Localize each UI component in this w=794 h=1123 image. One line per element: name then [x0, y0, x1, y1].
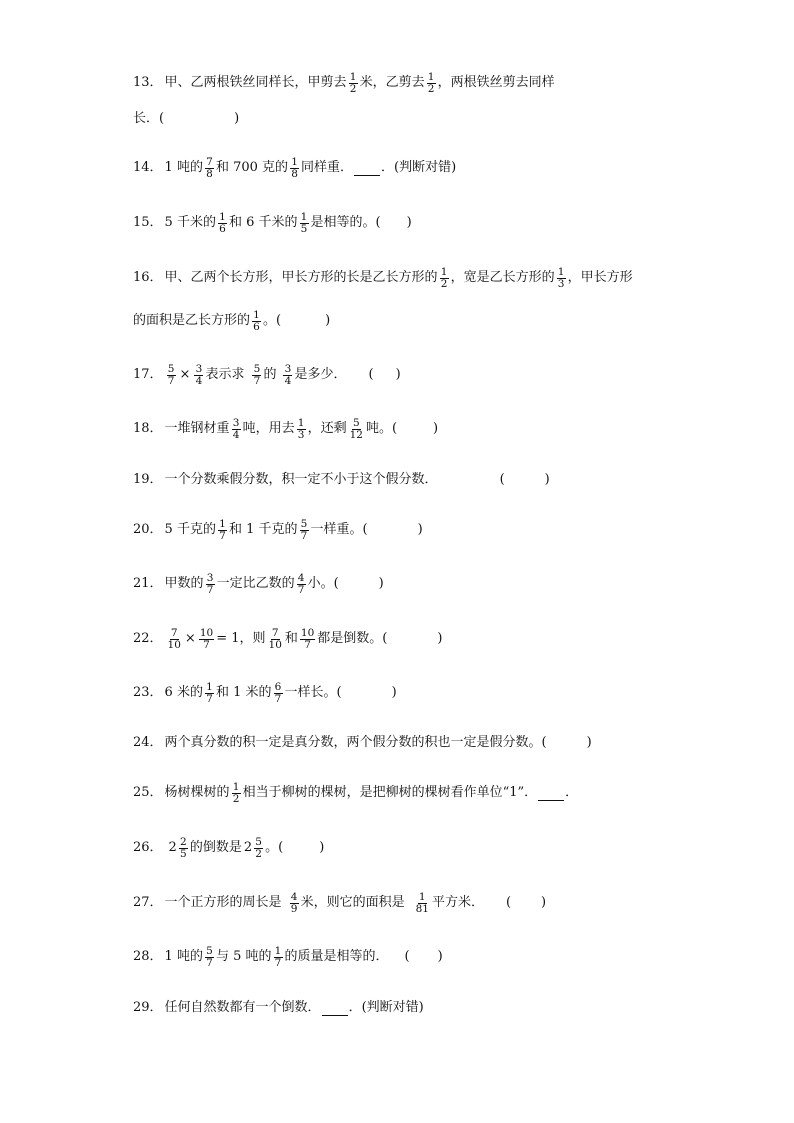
fraction-numerator: 4 — [290, 890, 298, 903]
question-number: 25． — [133, 785, 163, 800]
question-text: 甲数的 — [164, 576, 204, 591]
question-15 — [133, 212, 412, 234]
fraction-denominator: 5 — [179, 847, 187, 860]
answer-paren-open: ( — [505, 895, 512, 910]
question-number: 24． — [133, 735, 163, 750]
fraction — [179, 837, 188, 860]
question-16 — [133, 267, 633, 289]
question-text: 是多少． — [294, 367, 347, 382]
fraction-denominator: 2 — [440, 277, 448, 290]
fraction-denominator: 7 — [297, 583, 305, 596]
question-text: 5 千米的 — [164, 215, 216, 230]
fraction — [205, 682, 214, 705]
question-text: ．(判断对错) — [348, 1000, 424, 1015]
answer-blank[interactable] — [322, 1001, 348, 1016]
fraction-denominator: 3 — [557, 277, 565, 290]
fraction-numerator: 5 — [253, 362, 261, 375]
fraction-numerator: 3 — [206, 571, 214, 584]
answer-blank[interactable] — [354, 161, 380, 176]
question-23 — [133, 682, 397, 704]
fraction-denominator: 4 — [232, 428, 240, 441]
question-27 — [133, 892, 546, 914]
question-text: 同样重． — [301, 160, 354, 175]
question-number: 13． — [133, 75, 163, 90]
answer-paren-close: ) — [433, 421, 439, 436]
fraction-denominator: 7 — [274, 956, 282, 969]
fraction — [349, 418, 364, 441]
fraction — [232, 782, 241, 805]
fraction-numerator: 5 — [255, 835, 262, 848]
fraction-numerator: 1 — [418, 890, 426, 903]
fraction-denominator: 2 — [255, 847, 262, 860]
multiply-sign: × — [184, 631, 196, 646]
answer-paren-close: ) — [544, 472, 550, 487]
fraction-denominator: 9 — [290, 902, 298, 915]
question-26 — [133, 837, 324, 859]
answer-paren-close: ) — [319, 840, 325, 855]
fraction — [290, 157, 299, 180]
question-text: 是相等的。( — [310, 215, 381, 230]
answer-paren-close: ) — [437, 631, 443, 646]
question-22 — [133, 628, 442, 650]
fraction-denominator: 2 — [232, 792, 240, 805]
fraction-numerator: 1 — [219, 517, 226, 530]
question-text: 与 5 吨的 — [215, 949, 272, 964]
answer-paren-close: ) — [395, 367, 401, 382]
question-number: 26． — [133, 840, 163, 855]
question-text: 和 1 千克的 — [228, 522, 298, 537]
fraction-denominator: 4 — [195, 374, 203, 387]
fraction-numerator: 1 — [253, 308, 260, 321]
question-number: 28． — [133, 949, 163, 964]
fraction — [268, 628, 283, 651]
question-text: 甲、乙两个长方形，甲长方形的长是乙长方形的 — [164, 270, 438, 285]
fraction — [205, 946, 214, 969]
fraction — [252, 310, 261, 333]
fraction-numerator: 10 — [199, 626, 214, 639]
equation-result: = 1 — [216, 631, 240, 646]
fraction — [349, 72, 358, 95]
fraction-numerator: 1 — [297, 416, 305, 429]
question-text: 和 1 米的 — [215, 685, 272, 700]
answer-paren-close: ) — [234, 111, 240, 126]
fraction — [206, 573, 215, 596]
question-text: 米，乙剪去 — [359, 75, 425, 90]
fraction-denominator: 10 — [268, 638, 282, 651]
fraction-numerator: 3 — [284, 362, 292, 375]
fraction-numerator: 1 — [427, 70, 435, 83]
fraction-denominator: 7 — [300, 529, 308, 542]
fraction-numerator: 1 — [300, 210, 308, 223]
fraction-denominator: 7 — [167, 374, 175, 387]
fraction-numerator: 4 — [297, 571, 305, 584]
fraction-denominator: 7 — [203, 638, 210, 651]
answer-blank[interactable] — [538, 786, 564, 801]
fraction-numerator: 3 — [232, 416, 240, 429]
fraction-numerator: 7 — [206, 155, 213, 168]
question-number: 18． — [133, 421, 163, 436]
question-28 — [133, 946, 443, 968]
fraction — [199, 628, 214, 651]
fraction-denominator: 12 — [349, 428, 363, 441]
answer-paren-close: ) — [391, 685, 397, 700]
fraction-denominator: 6 — [253, 320, 260, 333]
question-text: ，宽是乙长方形的 — [450, 270, 555, 285]
answer-paren-open: ( — [368, 367, 374, 382]
question-number: 22． — [133, 631, 163, 646]
question-text: 的 — [263, 367, 277, 382]
question-text: 的质量是相等的． — [284, 949, 389, 964]
question-text: 吨，用去 — [242, 421, 295, 436]
fraction-denominator: 7 — [219, 529, 226, 542]
fraction-numerator: 5 — [300, 517, 308, 530]
question-text: 平方米． — [431, 895, 484, 910]
question-20 — [133, 519, 423, 541]
question-text: 都是倒数。( — [317, 631, 388, 646]
answer-paren-close: ) — [378, 576, 384, 591]
question-text: 两个真分数的积一定是真分数，两个假分数的积也一定是假分数。( — [164, 735, 547, 750]
question-text: 的面积是乙长方形的 — [133, 313, 251, 328]
question-text: 任何自然数都有一个倒数． — [164, 1000, 321, 1015]
question-number: 19． — [133, 472, 163, 487]
question-text: 一样长。( — [284, 685, 342, 700]
fraction — [167, 628, 182, 651]
question-13-continued — [133, 108, 239, 130]
fraction-numerator: 1 — [232, 780, 240, 793]
fraction-denominator: 6 — [219, 222, 226, 235]
question-text: 和 6 千米的 — [228, 215, 298, 230]
fraction-numerator: 1 — [349, 70, 357, 83]
fraction — [283, 364, 292, 387]
answer-paren-close: ) — [437, 949, 443, 964]
answer-paren-close: ) — [541, 895, 547, 910]
fraction-numerator: 1 — [557, 265, 565, 278]
fraction-numerator: 5 — [352, 416, 360, 429]
question-text: 米，则它的面积是 — [300, 895, 405, 910]
question-number: 27． — [133, 895, 163, 910]
fraction — [194, 364, 203, 387]
fraction-denominator: 8 — [206, 167, 213, 180]
fraction — [440, 267, 449, 290]
question-text: 吨。( — [365, 421, 398, 436]
question-21 — [133, 573, 384, 595]
question-text: 的倒数是 — [189, 840, 242, 855]
question-25 — [133, 782, 578, 804]
fraction — [300, 519, 309, 542]
answer-paren-close: ) — [417, 522, 423, 537]
fraction-numerator: 1 — [274, 944, 282, 957]
question-text: 一个分数乘假分数，积一定不小于这个假分数． — [164, 472, 438, 487]
fraction — [167, 364, 176, 387]
fraction-denominator: 7 — [304, 638, 311, 651]
fraction-denominator: 81 — [415, 902, 429, 915]
fraction — [300, 212, 309, 235]
mixed-number-whole: 2 — [168, 840, 177, 855]
fraction-numerator: 1 — [440, 265, 448, 278]
question-16-continued — [133, 310, 330, 332]
fraction-denominator: 7 — [206, 583, 214, 596]
fraction — [297, 573, 306, 596]
fraction — [252, 364, 261, 387]
fraction — [557, 267, 566, 290]
question-text: 1 吨的 — [164, 160, 203, 175]
fraction-numerator: 6 — [274, 680, 282, 693]
question-18 — [133, 418, 438, 440]
question-text: ，甲长方形 — [567, 270, 633, 285]
question-text: ．(判断对错) — [381, 160, 457, 175]
question-text: 和 700 克的 — [215, 160, 289, 175]
fraction-numerator: 1 — [291, 155, 298, 168]
fraction-numerator: 2 — [179, 835, 187, 848]
question-24 — [133, 732, 592, 754]
question-text: 一堆钢材重 — [164, 421, 230, 436]
fraction — [218, 519, 227, 542]
fraction-numerator: 3 — [195, 362, 203, 375]
question-text: ，还剩 — [307, 421, 347, 436]
question-number: 17． — [133, 367, 163, 382]
fraction — [254, 837, 263, 860]
question-text: 表示求 — [205, 367, 245, 382]
question-19 — [133, 469, 550, 491]
fraction-denominator: 8 — [291, 167, 298, 180]
question-text: 和 — [284, 631, 298, 646]
fraction-denominator: 7 — [206, 692, 213, 705]
fraction — [297, 418, 306, 441]
question-text: 。( — [265, 840, 284, 855]
question-text: 6 米的 — [164, 685, 203, 700]
question-number: 15． — [133, 215, 163, 230]
question-14 — [133, 157, 456, 179]
question-17 — [133, 364, 401, 386]
fraction — [218, 212, 227, 235]
question-text: 杨树棵树的 — [164, 785, 230, 800]
fraction — [232, 418, 241, 441]
question-text: ，则 — [239, 631, 266, 646]
fraction-denominator: 7 — [206, 956, 213, 969]
question-number: 14． — [133, 160, 163, 175]
question-text: 一样重。( — [310, 522, 368, 537]
question-text: 一定比乙数的 — [216, 576, 295, 591]
question-text: 相当于柳树的棵树，是把柳树的棵树看作单位“1”． — [242, 785, 538, 800]
answer-paren-open: ( — [499, 472, 505, 487]
fraction — [300, 628, 315, 651]
answer-paren-close: ) — [406, 215, 412, 230]
fraction-denominator: 5 — [300, 222, 308, 235]
question-29 — [133, 997, 424, 1019]
fraction-numerator: 7 — [170, 626, 178, 639]
fraction-denominator: 2 — [427, 82, 435, 95]
question-13 — [133, 72, 555, 94]
fraction-denominator: 10 — [167, 638, 181, 651]
fraction-numerator: 1 — [219, 210, 226, 223]
question-text: 。( — [263, 313, 282, 328]
question-text: ． — [565, 785, 579, 800]
fraction-numerator: 1 — [206, 680, 213, 693]
fraction-denominator: 4 — [284, 374, 292, 387]
multiply-sign: × — [179, 367, 191, 382]
question-text: 小。( — [307, 576, 339, 591]
question-number: 16． — [133, 270, 163, 285]
question-number: 29． — [133, 1000, 163, 1015]
fraction — [427, 72, 436, 95]
fraction — [274, 946, 283, 969]
question-text: 甲、乙两根铁丝同样长，甲剪去 — [164, 75, 347, 90]
mixed-number-whole: 2 — [243, 840, 253, 855]
fraction-denominator: 3 — [297, 428, 305, 441]
fraction-numerator: 7 — [271, 626, 279, 639]
question-text: 长．( — [133, 111, 165, 126]
fraction-numerator: 5 — [167, 362, 175, 375]
fraction-denominator: 7 — [274, 692, 282, 705]
answer-paren-close: ) — [325, 313, 331, 328]
fraction — [415, 892, 430, 915]
question-text: ，两根铁丝剪去同样 — [437, 75, 555, 90]
question-number: 20． — [133, 522, 163, 537]
fraction-numerator: 5 — [206, 944, 213, 957]
question-text: 一个正方形的周长是 — [164, 895, 282, 910]
fraction — [205, 157, 214, 180]
fraction-numerator: 10 — [300, 626, 315, 639]
fraction — [274, 682, 283, 705]
question-text: 5 千克的 — [164, 522, 216, 537]
answer-paren-close: ) — [586, 735, 592, 750]
question-text: 1 吨的 — [164, 949, 203, 964]
question-number: 23． — [133, 685, 163, 700]
fraction-denominator: 7 — [253, 374, 261, 387]
answer-paren-open: ( — [404, 949, 410, 964]
fraction-denominator: 2 — [349, 82, 357, 95]
fraction — [290, 892, 299, 915]
question-number: 21． — [133, 576, 163, 591]
